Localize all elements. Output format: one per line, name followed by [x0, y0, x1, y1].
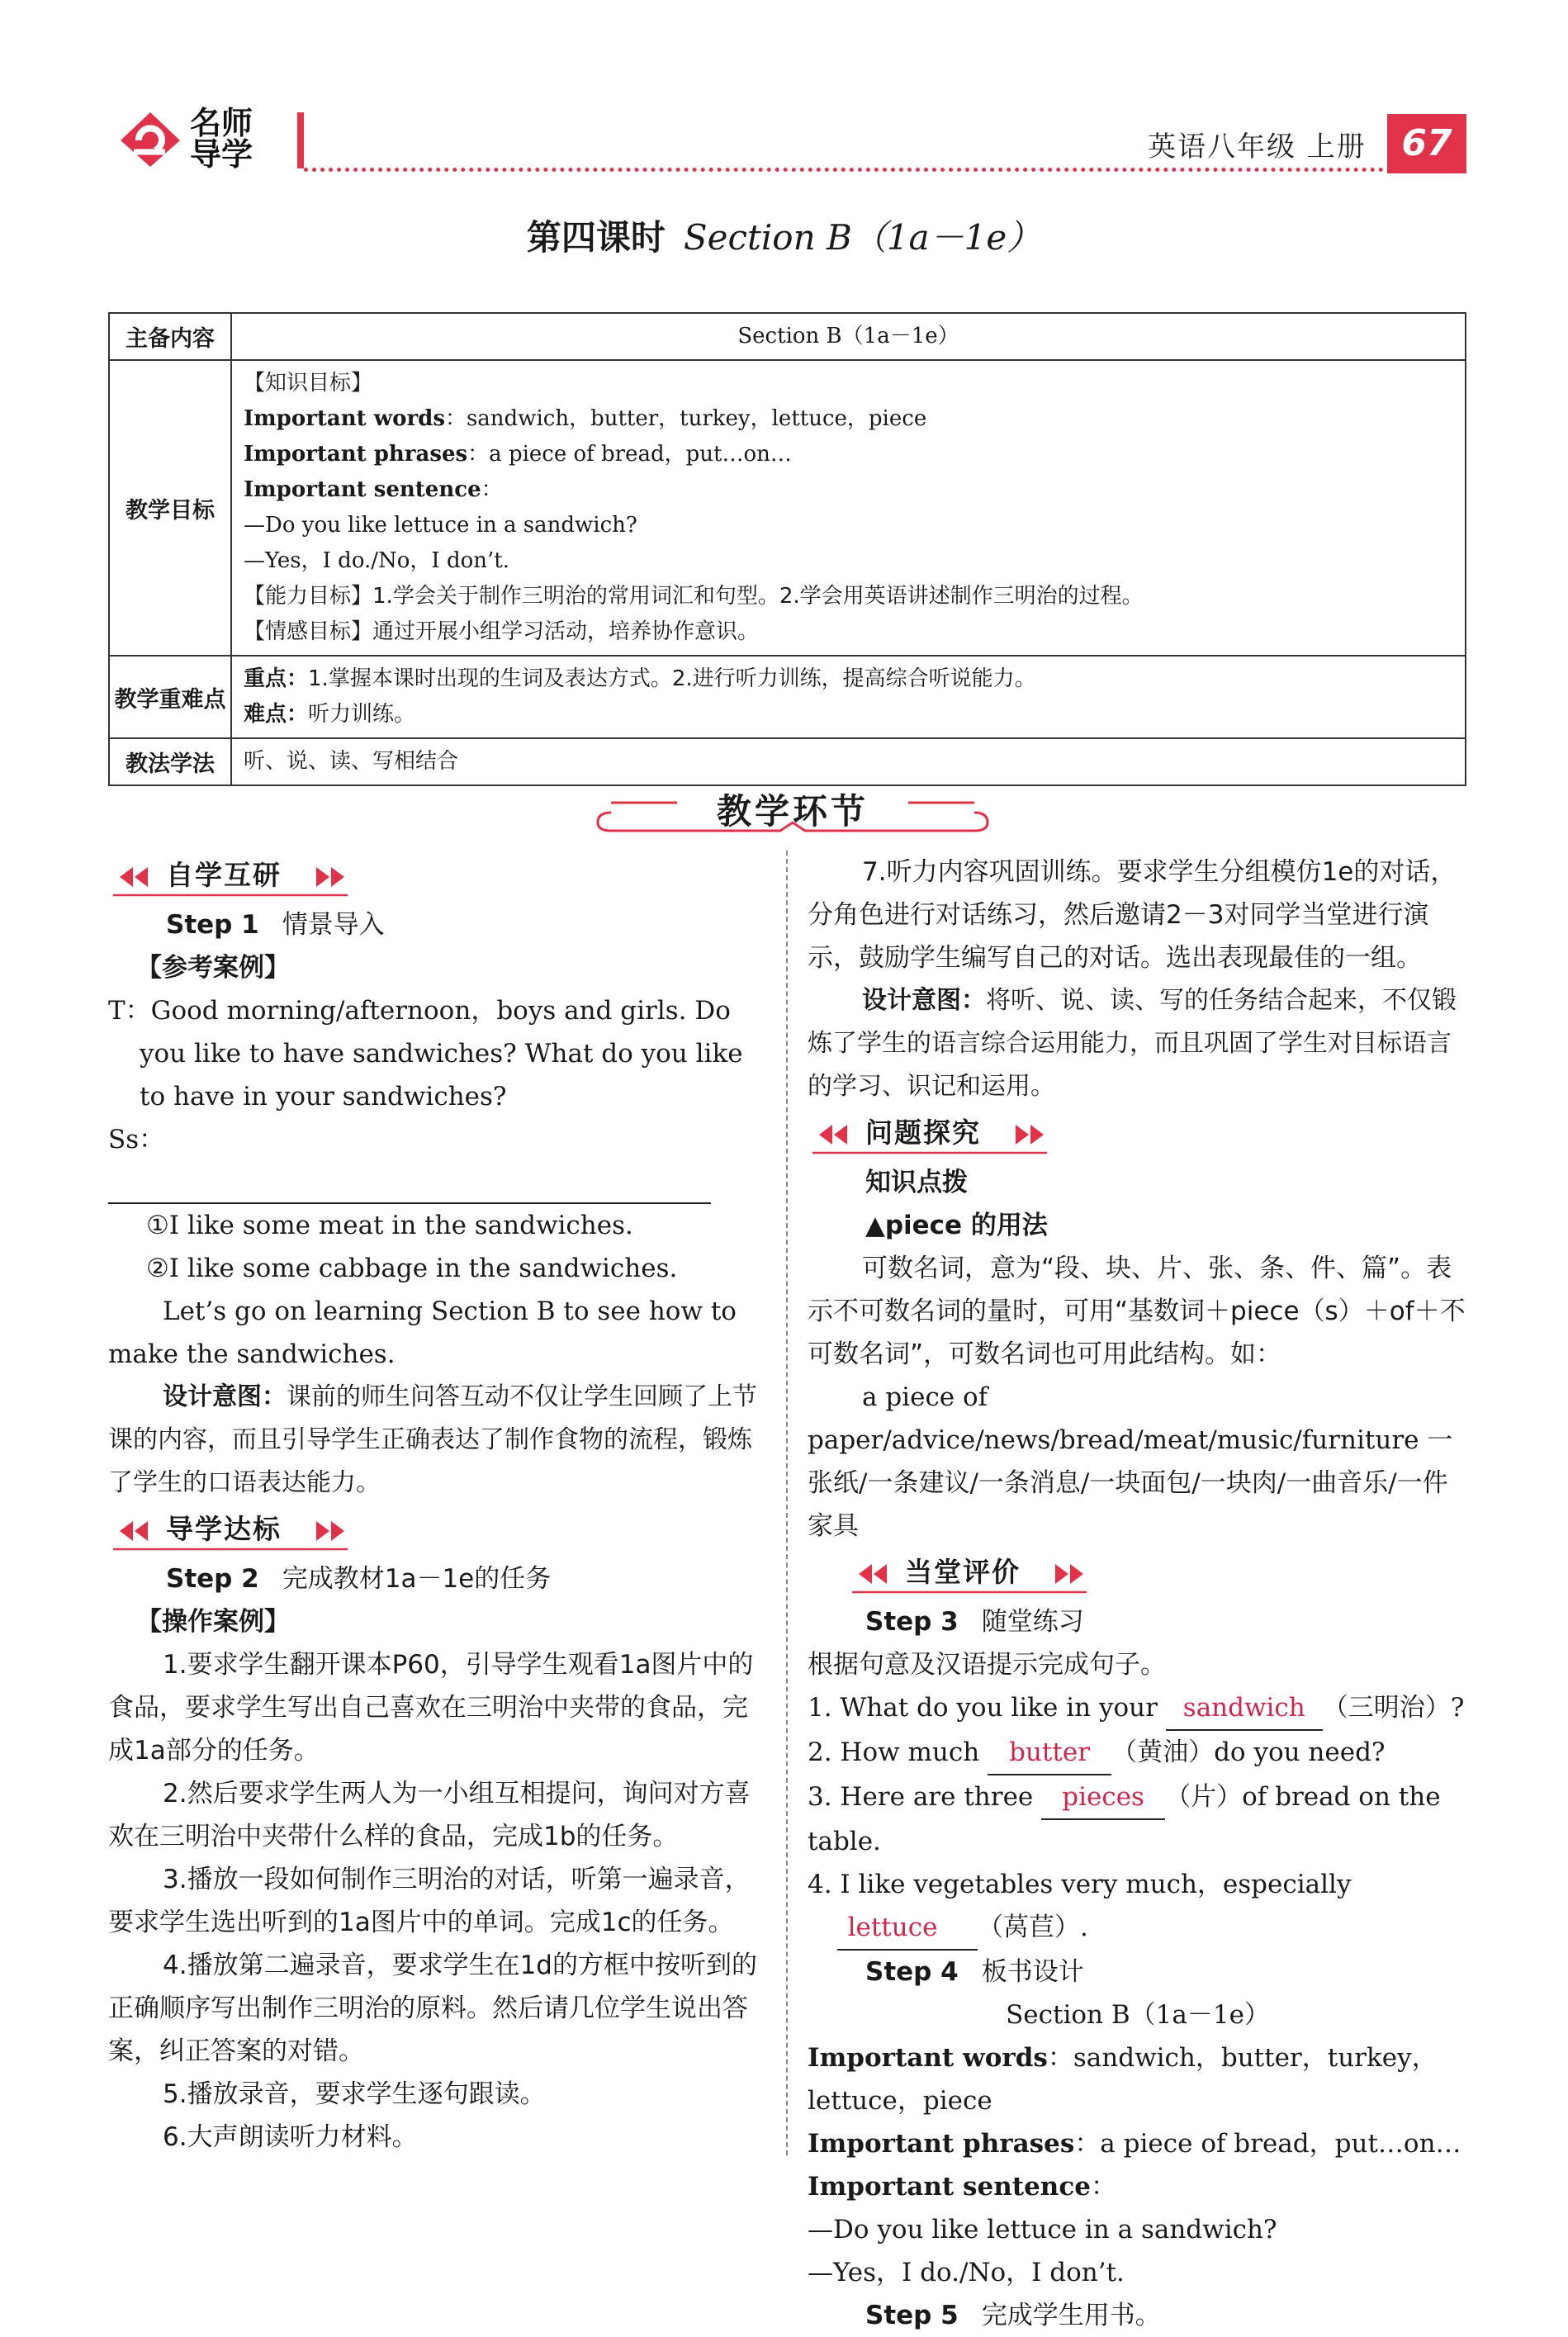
row-value: Section B（1a－1e）: [231, 313, 1466, 360]
section-tag-self-study: 自学互研: [108, 854, 356, 900]
knowledge-tag: 【知识目标】: [244, 371, 373, 396]
section-banner: [595, 785, 991, 834]
exercise-instruction: 根据句意及汉语提示完成句子。: [808, 1650, 1166, 1680]
goal-emotion: 【情感目标】通过开展小组学习活动，培养协作意识。: [244, 619, 760, 644]
board-phrases: Important phrases：a piece of bread，put…on…: [808, 2129, 1461, 2159]
banner-label: 教学环节: [716, 791, 869, 832]
goal-phrases: Important phrases：a piece of bread，put…on…: [244, 442, 792, 467]
list-item: 7.听力内容巩固训练。要求学生分组模仿1e的对话，分角色进行对话练习，然后邀请2－3对同学当堂进行演示，鼓励学生编写自己的对话。选出表现最佳的一组。: [808, 857, 1457, 973]
table-row: [109, 360, 1466, 656]
transition-line: Let’s go on learning Section B to see how to make the sandwiches.: [108, 1296, 737, 1369]
brand-line-2: 导学: [190, 136, 253, 173]
step-1: Step 1 情景导入: [166, 910, 385, 940]
exercise-2: 2. How much butter （黄油）do you need?: [808, 1731, 1468, 1775]
answer-blank: sandwich: [1166, 1686, 1323, 1731]
brand-name: [190, 105, 297, 173]
column-divider: [786, 851, 788, 2155]
design-intent: 设计意图：课前的师生问答互动不仅让学生回顾了上节课的内容，而且引导学生正确表达了制作食物的流程，锻炼了学生的口语表达能力。: [108, 1382, 757, 1497]
student-answer-2: ②I like some cabbage in the sandwiches.: [146, 1254, 678, 1283]
case-label: 【参考案例】: [136, 953, 290, 983]
answer-blank: lettuce: [837, 1906, 978, 1951]
goal-dialog-2: —Yes，I do./No，I don’t.: [244, 548, 509, 573]
exercise-1: 1. What do you like in your sandwich （三明治）?: [808, 1686, 1468, 1731]
goal-words: Important words：sandwich，butter，turkey，lettuce，piece: [244, 406, 927, 431]
board-dialog-2: —Yes，I do./No，I don’t.: [808, 2258, 1125, 2287]
list-item: 5.播放录音，要求学生逐句跟读。: [163, 2079, 546, 2109]
step-3: Step 3 随堂练习: [865, 1607, 1084, 1637]
lesson-title-en: Section B（1a－1e）: [683, 217, 1042, 258]
piece-heading: ▲piece 的用法: [865, 1211, 1048, 1240]
logo: [114, 107, 296, 173]
table-row: [109, 656, 1466, 738]
goal-ability: 【能力目标】1.学会关于制作三明治的常用词汇和句型。2.学会用英语讲述制作三明治的过程。: [244, 584, 1144, 609]
answer-blank: butter: [988, 1731, 1111, 1775]
list-item: 1.要求学生翻开课本P60，引导学生观看1a图片中的食品，要求学生写出自己喜欢在三明治中夹带的食品，完成1a部分的任务。: [108, 1650, 754, 1766]
row-label: 教法学法: [109, 738, 231, 785]
list-item: 4.播放第二遍录音，要求学生在1d的方框中按听到的正确顺序写出制作三明治的原料。然后请几位学生说出答案，纠正答案的对错。: [108, 1951, 757, 2066]
board-sentence: Important sentence：: [808, 2172, 1116, 2202]
list-item: 2.然后要求学生两人为一小组互相提问，询问对方喜欢在三明治中夹带什么样的食品，完成1b的任务。: [108, 1779, 751, 1851]
row-label: 教学目标: [109, 360, 231, 656]
section-tag-evaluation: 当堂评价: [847, 1551, 1095, 1597]
table-row: [109, 313, 1466, 360]
piece-example: a piece of paper/advice/news/bread/meat/music/furniture 一张纸/一条建议/一条消息/一块面包/一块肉/一曲音乐/一件家具: [808, 1382, 1453, 1541]
row-label: 主备内容: [109, 313, 231, 360]
brand-bar: [297, 112, 304, 168]
row-value: 听、说、读、写相结合: [231, 738, 1466, 785]
row-label: 教学重难点: [109, 656, 231, 738]
header-dotted-rule: [304, 168, 1384, 172]
piece-explanation: 可数名词，意为“段、块、片、张、条、件、篇”。表示不可数名词的量时，可用“基数词＋piece（s）＋of＋不可数名词”，可数名词也可用此结构。如：: [808, 1254, 1466, 1369]
brand-line-1: 名师: [190, 105, 253, 141]
answer-blank: pieces: [1041, 1775, 1165, 1820]
case-label: 【操作案例】: [136, 1607, 290, 1637]
design-intent: 设计意图：将听、说、读、写的任务结合起来，不仅锻炼了学生的语言综合运用能力，而且巩固了学生对目标语言的学习、识记和运用。: [808, 986, 1457, 1101]
board-words: Important words：sandwich，butter，turkey，lettuce，piece: [808, 2043, 1438, 2116]
key-points: [231, 656, 1466, 738]
students-line: Ss：: [108, 1118, 760, 1204]
teaching-goals: [231, 360, 1466, 656]
lesson-title: [0, 211, 1568, 260]
goal-dialog-1: —Do you like lettuce in a sandwich?: [244, 513, 637, 538]
student-answer-1: ①I like some meat in the sandwiches.: [146, 1211, 633, 1240]
exercise-4: 4. I like vegetables very much，especially lettuce （莴苣）.: [808, 1863, 1468, 1951]
step-5: Step 5 完成学生用书。: [865, 2301, 1161, 2330]
difficult-point: 难点：听力训练。: [244, 702, 416, 727]
section-tag-guided: 导学达标: [108, 1508, 356, 1554]
list-item: 6.大声朗读听力材料。: [163, 2122, 418, 2152]
goal-sentence: Important sentence：: [244, 477, 503, 502]
key-point: 重点：1.掌握本课时出现的生词及表达方式。2.进行听力训练，提高综合听说能力。: [244, 666, 1036, 691]
right-column: [808, 851, 1468, 2337]
left-column: [108, 851, 760, 2159]
step-2: Step 2 完成教材1a－1e的任务: [166, 1564, 552, 1594]
lesson-title-cn: 第四课时: [526, 217, 666, 258]
board-dialog-1: —Do you like lettuce in a sandwich?: [808, 2215, 1277, 2245]
logo-mark-icon: [114, 107, 185, 170]
knowledge-heading: 知识点拨: [865, 1168, 968, 1197]
step-4: Step 4 板书设计: [865, 1957, 1084, 1987]
board-title: Section B（1a－1e）: [1006, 2000, 1270, 2030]
grade-label: 英语八年级 上册: [1148, 130, 1367, 164]
table-row: [109, 738, 1466, 785]
lesson-plan-table: [108, 312, 1466, 786]
teacher-line: T：Good morning/afternoon，boys and girls. Do you like to have sandwiches? What do you like to have in your sandwiches?: [108, 996, 743, 1112]
exercise-3: 3. Here are three pieces （片）of bread on the table.: [808, 1775, 1468, 1863]
list-item: 3.播放一段如何制作三明治的对话，听第一遍录音，要求学生选出听到的1a图片中的单词。完成1c的任务。: [108, 1865, 751, 1937]
page-number: 67: [1387, 114, 1466, 173]
section-tag-inquiry: 问题探究: [808, 1112, 1055, 1158]
